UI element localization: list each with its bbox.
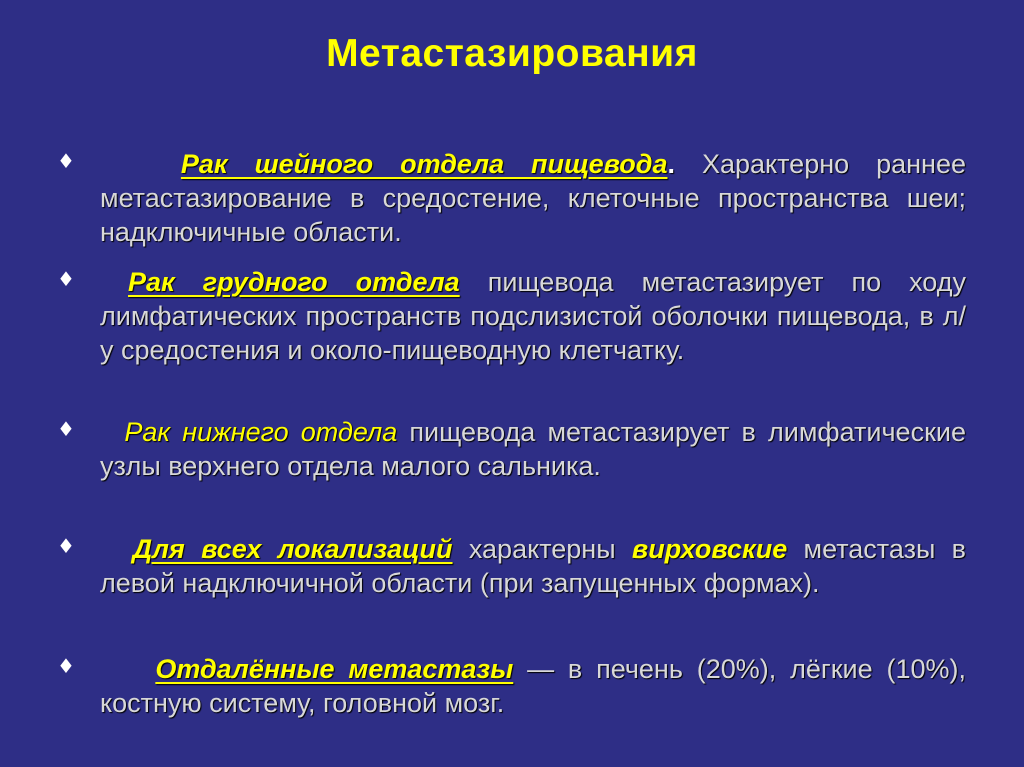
highlight-text: Рак грудного отдела [128,267,460,297]
diamond-bullet-icon: ♦ [57,417,75,441]
bullet-text: Отдалённые метастазы — в печень (20%), лёгкие (10%), костную систему, головной мозг. [100,654,966,718]
highlight-text: Для всех локализаций [132,534,453,564]
highlight-text: Отдалённые метастазы [155,654,514,684]
bullet-text: Рак шейного отдела пищевода. Характерно раннее метастазирование в средостение, клеточные пространства шеи; надключичные области. [100,149,966,247]
bullet-text: Рак грудного отдела пищевода метастазирует по ходу лимфатических пространств подслизистой оболочки пищевода, в л/у средостения и около-пищеводную клетчатку. [100,267,966,365]
bullet-text: Для всех локализаций характерны вирховские метастазы в левой надключичной области (при запущенных формах). [100,534,967,598]
slide-title: Метастазирования [326,32,698,75]
diamond-bullet-icon: ♦ [57,654,75,678]
diamond-bullet-icon: ♦ [57,534,75,558]
highlight-text: Рак шейного отдела пищевода [180,149,668,179]
bullet-text: Рак нижнего отдела пищевода метастазирует в лимфатические узлы верхнего отдела малого сальника. [100,417,966,481]
highlight-text: Рак нижнего отдела [124,417,398,447]
diamond-bullet-icon: ♦ [57,149,75,173]
highlight-text-virchow: вирховские [631,534,788,564]
diamond-bullet-icon: ♦ [57,267,75,291]
